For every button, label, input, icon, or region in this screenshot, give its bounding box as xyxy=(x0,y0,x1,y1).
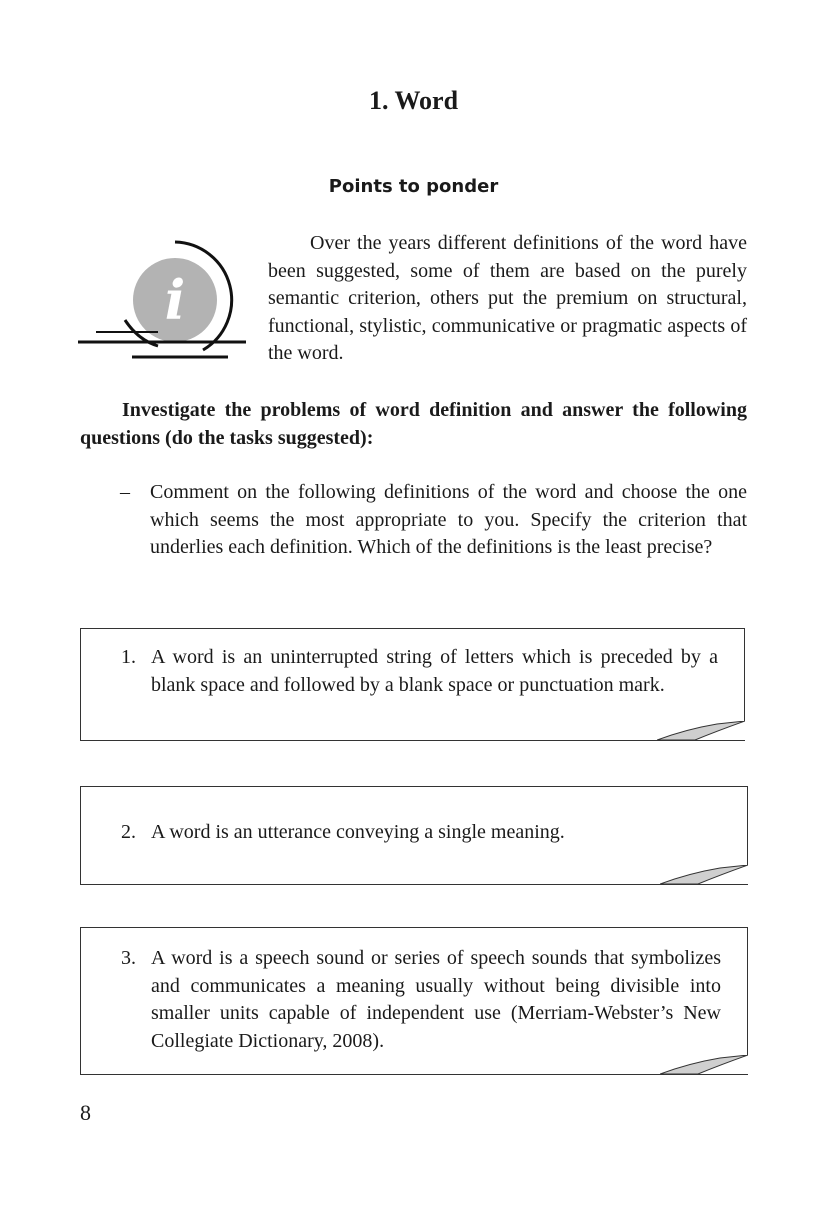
definition-box-1 xyxy=(80,628,745,741)
definition-box-3 xyxy=(80,927,748,1075)
definition-number: 2. xyxy=(121,821,136,843)
definition-box-2 xyxy=(80,786,748,885)
page-number: 8 xyxy=(80,1100,91,1125)
bullet-marker: – xyxy=(120,481,130,503)
page-title: 1. Word xyxy=(368,86,459,115)
page-curl-icon xyxy=(660,865,748,885)
definition-item xyxy=(121,945,721,1055)
info-icon-glyph: i xyxy=(164,268,186,332)
section-subtitle: Points to ponder xyxy=(328,176,499,197)
definition-item xyxy=(121,644,718,699)
bullet-item xyxy=(120,479,747,562)
bullet-text: Comment on the following definitions of the word and choose the one which seems the most appropriate to you. Specify the criterion that underlies each definition. Which of the definitions is the least precise? xyxy=(150,481,747,559)
definition-text: A word is an utterance conveying a single meaning. xyxy=(151,821,565,843)
definition-text: A word is a speech sound or series of speech sounds that symbolizes and communicates a meaning usually without being divisible into smaller units capable of independent use (Merriam-Webster’s New Collegiate Dictionary, 2008). xyxy=(151,947,721,1052)
definition-number: 1. xyxy=(121,646,136,668)
definition-number: 3. xyxy=(121,947,136,969)
definition-text: A word is an uninterrupted string of letters which is preceded by a blank space and followed by a blank space or punctuation mark. xyxy=(151,646,718,696)
info-icon xyxy=(78,236,250,366)
page-curl-icon xyxy=(660,1055,748,1075)
definition-item xyxy=(121,819,721,847)
task-instruction: Investigate the problems of word definition and answer the following questions (do the tasks suggested): xyxy=(80,399,747,449)
intro-paragraph: Over the years different definitions of the word have been suggested, some of them are based on the purely semantic criterion, others put the premium on structural, functional, stylistic, communicative or pragmatic aspects of the word. xyxy=(268,232,747,365)
page-curl-icon xyxy=(657,721,745,741)
